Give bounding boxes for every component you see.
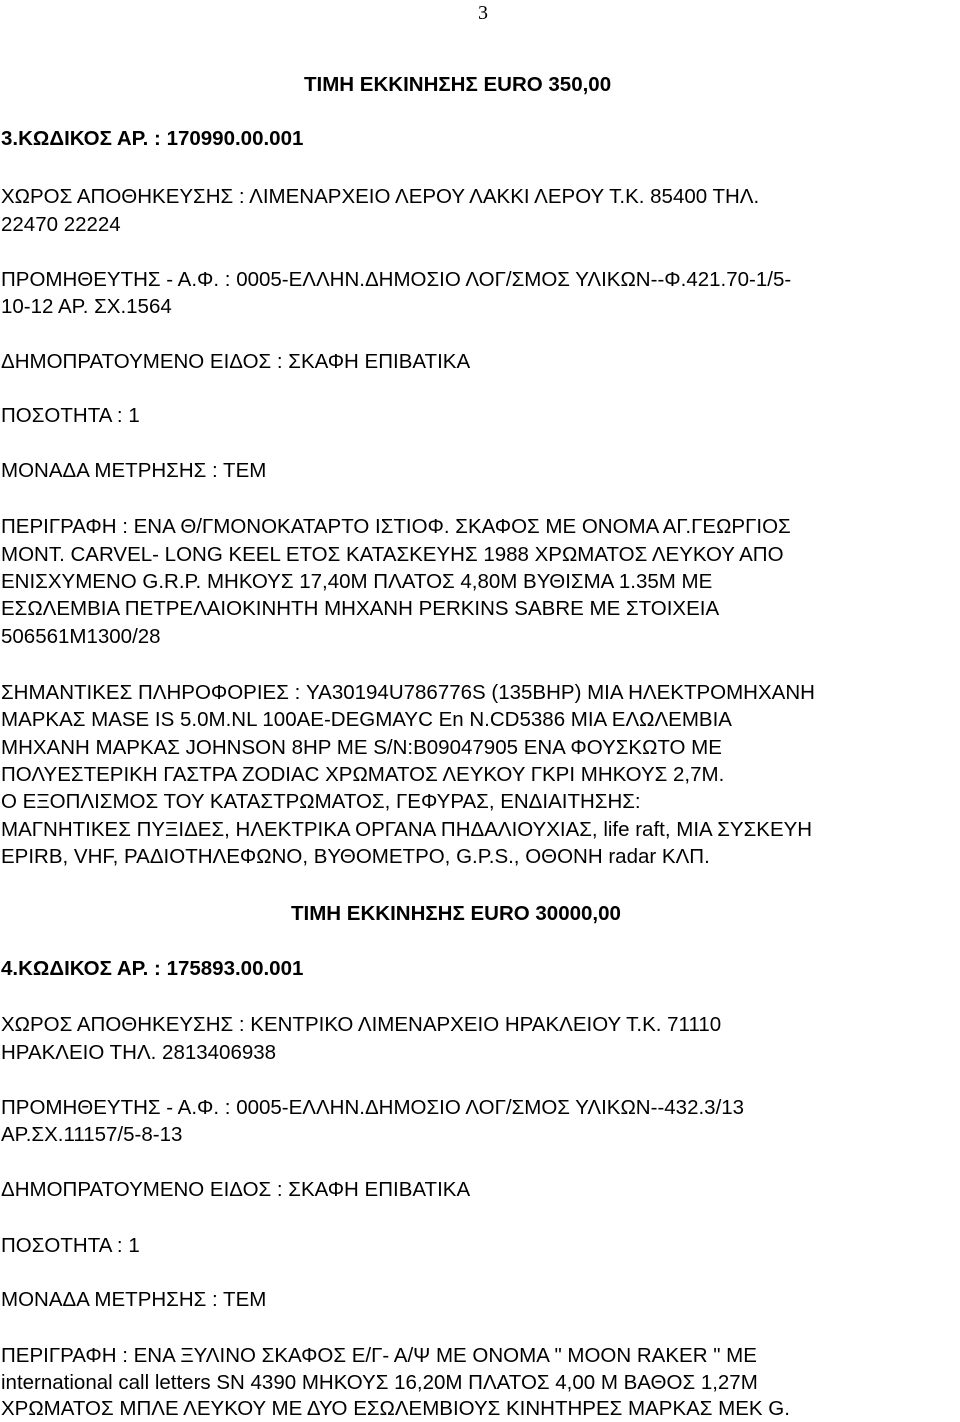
lot-4-quantity: ΠΟΣΟΤΗΤΑ : 1 (1, 1234, 140, 1257)
lot-3-item-kind: ΔΗΜΟΠΡΑΤΟΥΜΕΝΟ ΕΙΔΟΣ : ΣΚΑΦΗ ΕΠΙΒΑΤΙΚΑ (1, 350, 471, 373)
lot-3-info-line-4: ΠΟΛΥΕΣΤΕΡΙΚΗ ΓΑΣΤΡΑ ZODIAC ΧΡΩΜΑΤΟΣ ΛΕΥΚΟΥ ΓΚΡΙ ΜΗΚΟΥΣ 2,7Μ. (1, 763, 725, 786)
lot-3-info-line-3: ΜΗΧΑΝΗ ΜΑΡΚΑΣ JOHNSON 8HP ΜΕ S/N:B09047905 ΕΝΑ ΦΟΥΣΚΩΤΟ ΜΕ (1, 736, 722, 759)
page-number: 3 (478, 2, 488, 24)
lot-3-starting-price: ΤΙΜΗ ΕΚΚΙΝΗΣΗΣ EURO 350,00 (304, 73, 612, 96)
lot-3-supplier-line-2: 10-12 ΑΡ. ΣΧ.1564 (1, 295, 172, 318)
lot-3-info-line-5: Ο ΕΞΟΠΛΙΣΜΟΣ ΤΟΥ ΚΑΤΑΣΤΡΩΜΑΤΟΣ, ΓΕΦΥΡΑΣ, ΕΝΔΙΑΙΤΗΣΗΣ: (1, 790, 641, 813)
lot-3-info-line-2: ΜΑΡΚΑΣ MASE IS 5.0M.NL 100AE-DEGMAYC En N.CD5386 ΜΙΑ ΕΛΩΛΕΜΒΙΑ (1, 708, 732, 731)
lot-4-description-line-3: ΧΡΩΜΑΤΟΣ ΜΠΛΕ ΛΕΥΚΟΥ ΜΕ ΔΥΟ ΕΣΩΛΕΜΒΙΟΥΣ ΚΙΝΗΤΗΡΕΣ ΜΑΡΚΑΣ ΜΕΚ G. (1, 1397, 790, 1420)
lot-3-description-line-2: ΜΟΝΤ. CARVEL- LONG KEEL ΕΤΟΣ ΚΑΤΑΣΚΕΥΗΣ 1988 ΧΡΩΜΑΤΟΣ ΛΕΥΚΟΥ ΑΠΟ (1, 543, 784, 566)
lot-4-unit: ΜΟΝΑΔΑ ΜΕΤΡΗΣΗΣ : ΤΕΜ (1, 1288, 267, 1311)
lot-3-description-line-5: 506561M1300/28 (1, 625, 161, 648)
lot-3-code: 3.ΚΩΔΙΚΟΣ ΑΡ. : 170990.00.001 (1, 127, 304, 150)
lot-3-quantity: ΠΟΣΟΤΗΤΑ : 1 (1, 404, 140, 427)
lot-3-storage-line-1: ΧΩΡΟΣ ΑΠΟΘΗΚΕΥΣΗΣ : ΛΙΜΕΝΑΡΧΕΙΟ ΛΕΡΟΥ ΛΑΚΚΙ ΛΕΡΟΥ Τ.Κ. 85400 ΤΗΛ. (1, 185, 760, 208)
lot-4-supplier-line-1: ΠΡΟΜΗΘΕΥΤΗΣ - Α.Φ. : 0005-ΕΛΛΗΝ.ΔΗΜΟΣΙΟ ΛΟΓ/ΣΜΟΣ ΥΛΙΚΩΝ--432.3/13 (1, 1096, 745, 1119)
lot-4-code: 4.ΚΩΔΙΚΟΣ ΑΡ. : 175893.00.001 (1, 957, 304, 980)
lot-3-info-line-7: EPIRB, VHF, ΡΑΔΙΟΤΗΛΕΦΩΝΟ, ΒΥΘΟΜΕΤΡΟ, G.P.S., ΟΘΟΝΗ radar ΚΛΠ. (1, 845, 710, 868)
lot-4-starting-price: ΤΙΜΗ ΕΚΚΙΝΗΣΗΣ EURO 30000,00 (291, 902, 621, 925)
lot-3-description-line-4: ΕΣΩΛΕΜΒΙΑ ΠΕΤΡΕΛΑΙΟΚΙΝΗΤΗ ΜΗΧΑΝΗ PERKINS SABRE ΜΕ ΣΤΟΙΧΕΙΑ (1, 597, 720, 620)
lot-3-info-line-6: ΜΑΓΝΗΤΙΚΕΣ ΠΥΞΙΔΕΣ, ΗΛΕΚΤΡΙΚΑ ΟΡΓΑΝΑ ΠΗΔΑΛΙΟΥΧΙΑΣ, life raft, ΜΙΑ ΣΥΣΚΕΥΗ (1, 818, 813, 841)
lot-3-unit: ΜΟΝΑΔΑ ΜΕΤΡΗΣΗΣ : ΤΕΜ (1, 459, 267, 482)
lot-3-description-line-1: ΠΕΡΙΓΡΑΦΗ : ΕΝΑ Θ/ΓΜΟΝΟΚΑΤΑΡΤΟ ΙΣΤΙΟΦ. ΣΚΑΦΟΣ ΜΕ ΟΝΟΜΑ ΑΓ.ΓΕΩΡΓΙΟΣ (1, 515, 791, 538)
lot-4-item-kind: ΔΗΜΟΠΡΑΤΟΥΜΕΝΟ ΕΙΔΟΣ : ΣΚΑΦΗ ΕΠΙΒΑΤΙΚΑ (1, 1178, 471, 1201)
lot-4-storage-line-1: ΧΩΡΟΣ ΑΠΟΘΗΚΕΥΣΗΣ : ΚΕΝΤΡΙΚΟ ΛΙΜΕΝΑΡΧΕΙΟ ΗΡΑΚΛΕΙΟΥ Τ.Κ. 71110 (1, 1013, 722, 1036)
lot-3-supplier-line-1: ΠΡΟΜΗΘΕΥΤΗΣ - Α.Φ. : 0005-ΕΛΛΗΝ.ΔΗΜΟΣΙΟ ΛΟΓ/ΣΜΟΣ ΥΛΙΚΩΝ--Φ.421.70-1/5- (1, 268, 792, 291)
lot-4-description-line-1: ΠΕΡΙΓΡΑΦΗ : ΕΝΑ ΞΥΛΙΝΟ ΣΚΑΦΟΣ Ε/Γ- Α/Ψ ΜΕ ΟΝΟΜΑ " MOON RAKER " ΜΕ (1, 1344, 757, 1367)
lot-4-description-line-2: international call letters SN 4390 ΜΗΚΟΥΣ 16,20Μ ΠΛΑΤΟΣ 4,00 Μ ΒΑΘΟΣ 1,27Μ (1, 1371, 758, 1394)
lot-4-storage-line-2: ΗΡΑΚΛΕΙΟ ΤΗΛ. 2813406938 (1, 1041, 277, 1064)
lot-3-info-line-1: ΣΗΜΑΝΤΙΚΕΣ ΠΛΗΡΟΦΟΡΙΕΣ : YA30194U786776S (135BHP) ΜΙΑ ΗΛΕΚΤΡΟΜΗΧΑΝΗ (1, 681, 815, 704)
lot-3-description-line-3: ΕΝΙΣΧΥΜΕΝΟ G.R.P. ΜΗΚΟΥΣ 17,40Μ ΠΛΑΤΟΣ 4,80Μ ΒΥΘΙΣΜΑ 1.35Μ ΜΕ (1, 570, 713, 593)
lot-4-supplier-line-2: ΑΡ.ΣΧ.11157/5-8-13 (1, 1123, 183, 1146)
lot-3-storage-line-2: 22470 22224 (1, 213, 121, 236)
